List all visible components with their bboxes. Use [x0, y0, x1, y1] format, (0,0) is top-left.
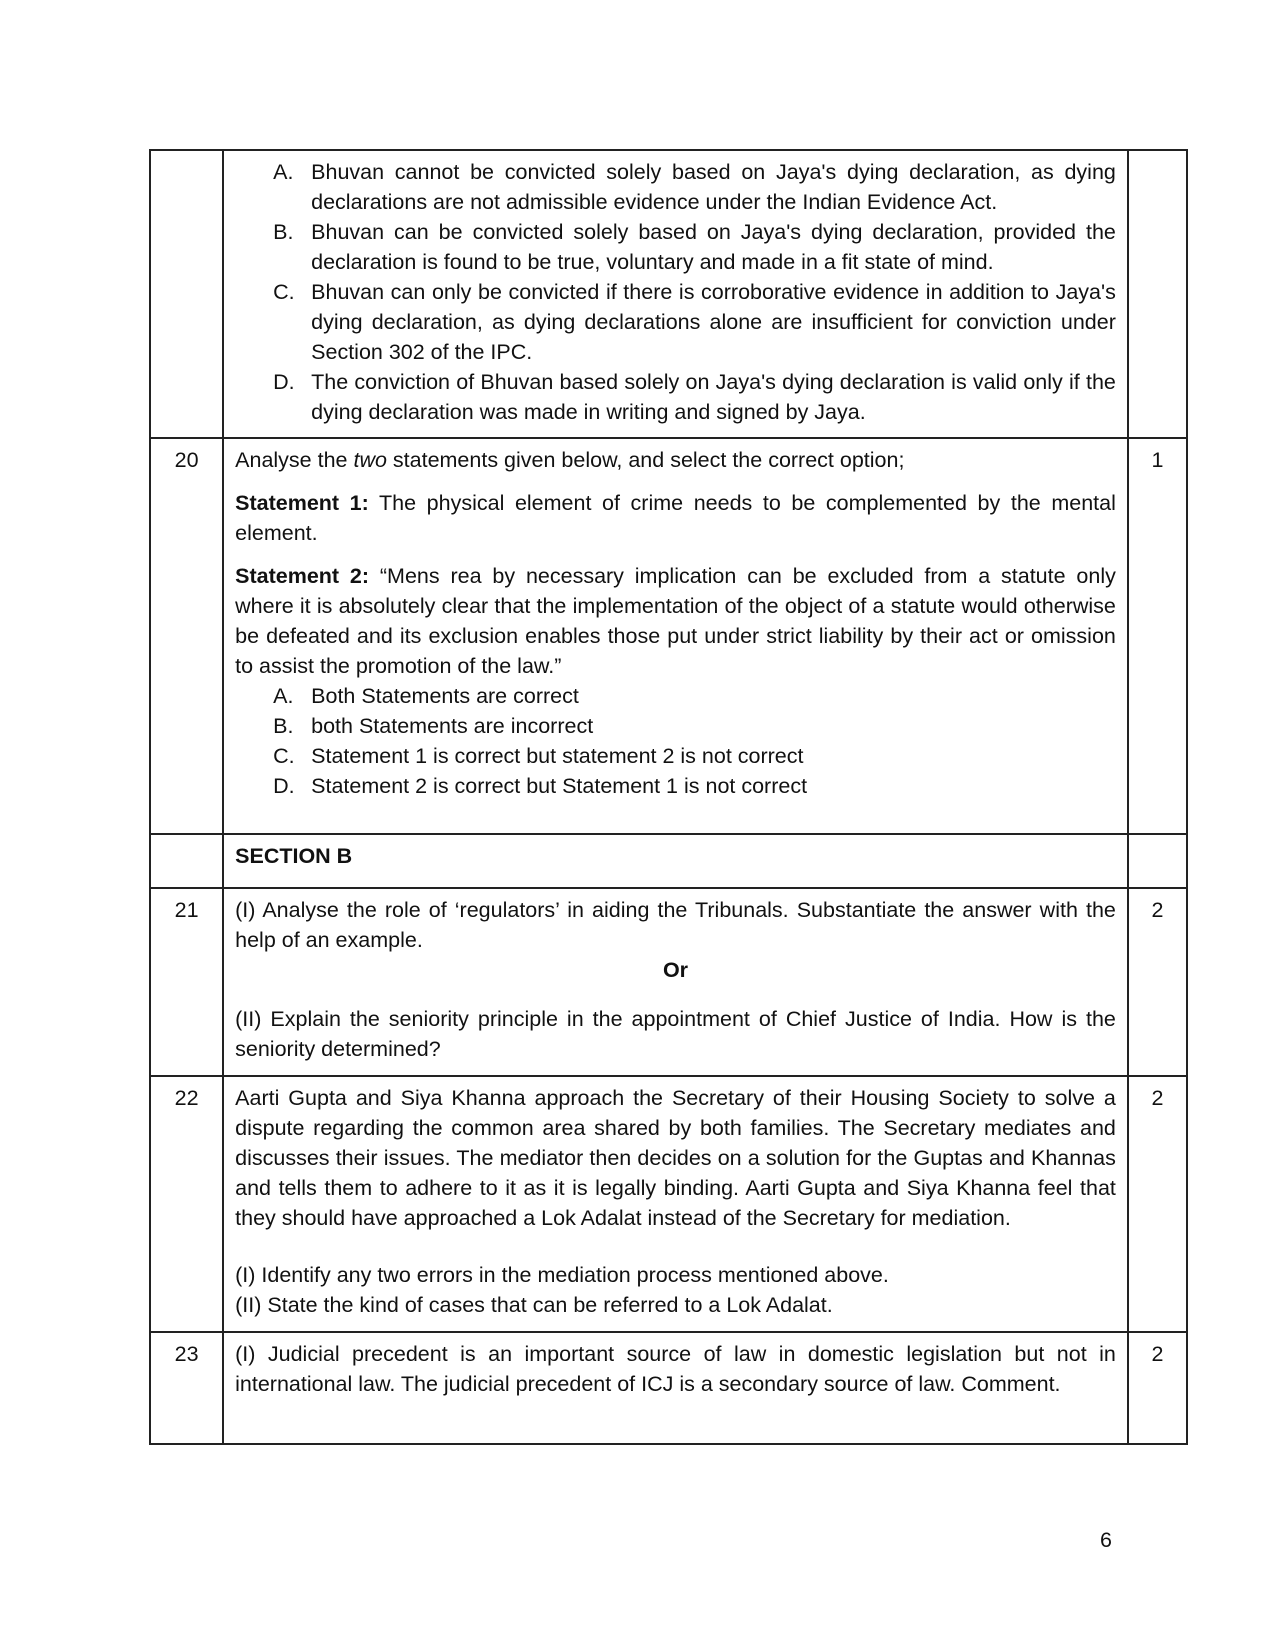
question-marks: 2: [1128, 1332, 1187, 1444]
question-19-options: [235, 157, 1116, 427]
option-c: C. Bhuvan can only be convicted if there is corroborative evidence in addition to Jaya's dying declaration, as dying declarations alone are insufficient for conviction under Section 302 of the IPC.: [273, 280, 1116, 364]
question-number-cell: [150, 150, 223, 438]
question-21-part-1: (I) Analyse the role of ‘regulators’ in aiding the Tribunals. Substantiate the answer with the help of an example.: [235, 898, 1116, 952]
question-22-passage: Aarti Gupta and Siya Khanna approach the Secretary of their Housing Society to solve a dispute regarding the common area shared by both families. The Secretary mediates and discusses their issues. The mediator then decides on a solution for the Guptas and Khannas and tells them to adhere to it as it is legally binding. Aarti Gupta and Siya Khanna feel that they should have approached a Lok Adalat instead of the Secretary for mediation.: [235, 1086, 1116, 1230]
option-a: A. Bhuvan cannot be convicted solely based on Jaya's dying declaration, as dying declarations are not admissible evidence under the Indian Evidence Act.: [273, 160, 1116, 214]
question-21-row: [150, 888, 1187, 1076]
question-22-part-1: (I) Identify any two errors in the mediation process mentioned above.: [235, 1263, 889, 1287]
question-marks: 1: [1128, 438, 1187, 834]
option-d: D. Statement 2 is correct but Statement 1 is not correct: [273, 774, 808, 798]
section-b-heading: SECTION B: [223, 834, 1128, 888]
marks-cell: [1128, 834, 1187, 888]
question-number: 21: [150, 888, 223, 1076]
question-21-part-2: (II) Explain the seniority principle in the appointment of Chief Justice of India. How is the seniority determined?: [235, 1007, 1116, 1061]
question-23-body: [223, 1332, 1128, 1444]
option-b: B. both Statements are incorrect: [273, 714, 594, 738]
question-number: 20: [150, 438, 223, 834]
question-23-row: [150, 1332, 1187, 1444]
questions-table: [149, 149, 1188, 1445]
statement-1: Statement 1: The physical element of crime needs to be complemented by the mental element.: [235, 491, 1116, 545]
question-20-intro: Analyse the two statements given below, and select the correct option;: [235, 448, 905, 472]
option-c: C. Statement 1 is correct but statement 2 is not correct: [273, 744, 804, 768]
question-22-row: [150, 1076, 1187, 1332]
question-number: 22: [150, 1076, 223, 1332]
section-b-row: [150, 834, 1187, 888]
question-number-cell: [150, 834, 223, 888]
option-b: B. Bhuvan can be convicted solely based on Jaya's dying declaration, provided the declaration is found to be true, voluntary and made in a fit state of mind.: [273, 220, 1116, 274]
question-20-row: [150, 438, 1187, 834]
or-separator: Or: [662, 958, 689, 982]
option-a: A. Both Statements are correct: [273, 684, 579, 708]
option-d: D. The conviction of Bhuvan based solely on Jaya's dying declaration is valid only if the dying declaration was made in writing and signed by Jaya.: [273, 370, 1116, 424]
question-23-text: (I) Judicial precedent is an important source of law in domestic legislation but not in international law. The judicial precedent of ICJ is a secondary source of law. Comment.: [235, 1342, 1116, 1396]
question-22-body: [223, 1076, 1128, 1332]
question-20-body: [223, 438, 1128, 834]
statement-2: Statement 2: “Mens rea by necessary implication can be excluded from a statute only where it is absolutely clear that the implementation of the object of a statute would otherwise be defeated and its exclusion enables those put under strict liability by their act or omission to assist the promotion of the law.”: [235, 564, 1116, 678]
question-19-continued-row: [150, 150, 1187, 438]
question-number: 23: [150, 1332, 223, 1444]
question-marks: 2: [1128, 888, 1187, 1076]
question-20-options: [235, 681, 1116, 801]
question-21-body: [223, 888, 1128, 1076]
marks-cell: [1128, 150, 1187, 438]
page-number: 6: [1100, 1528, 1112, 1552]
question-22-part-2: (II) State the kind of cases that can be referred to a Lok Adalat.: [235, 1293, 833, 1317]
question-19-options-cell: [223, 150, 1128, 438]
question-marks: 2: [1128, 1076, 1187, 1332]
